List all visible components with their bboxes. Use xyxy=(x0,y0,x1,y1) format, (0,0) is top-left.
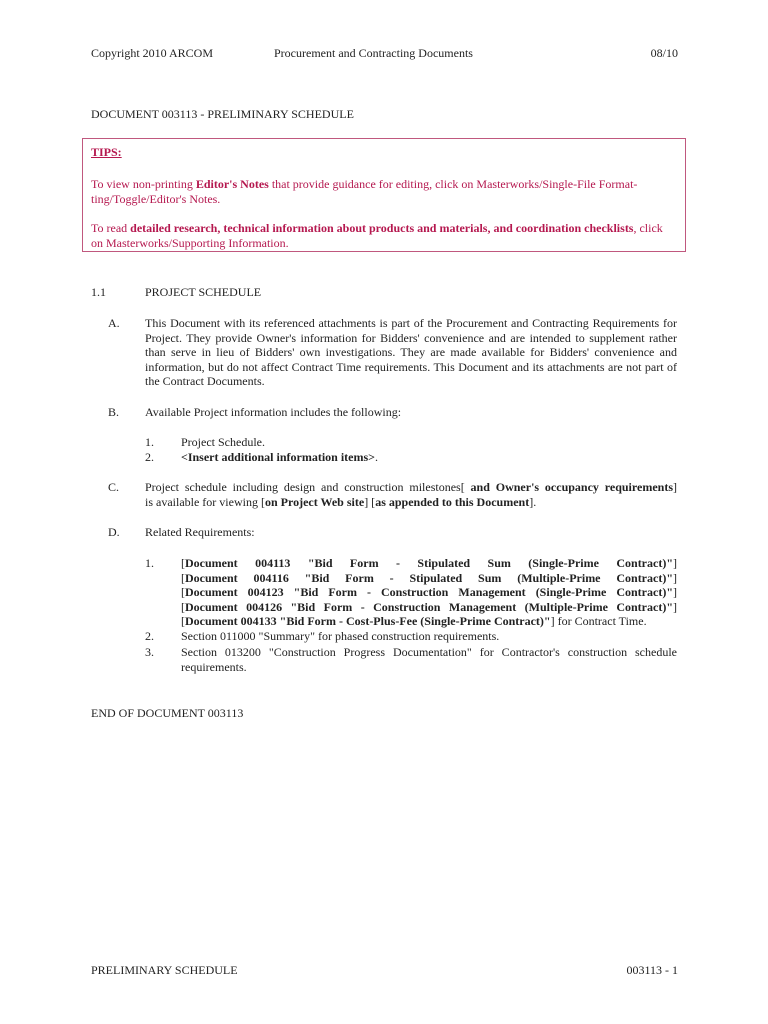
document-reference: Document 004113 "Bid Form - Stipulated Sum (Single-Prime Contract)" xyxy=(185,556,673,570)
header-title: Procurement and Contracting Documents xyxy=(274,46,473,60)
para-c-line2 xyxy=(145,495,677,510)
para-b-item1-label: 1. xyxy=(145,435,154,449)
bracket: [ xyxy=(181,614,185,628)
end-of-document: END OF DOCUMENT 003113 xyxy=(91,706,244,720)
section-title: PROJECT SCHEDULE xyxy=(145,285,262,299)
document-reference: Document 004133 "Bid Form - Cost-Plus-Fee (Single-Prime Contract)" xyxy=(185,614,551,628)
tips-p1-bold: Editor's Notes xyxy=(195,177,269,191)
bracket: [ xyxy=(181,585,185,599)
bracket-and-text: ] for Contract Time. xyxy=(550,614,647,628)
bracket: [ xyxy=(181,556,185,570)
para-c-line1 xyxy=(145,480,677,495)
tips-p1-text-end: that provide guidance for editing, click on Masterworks/Single-File Format-ting/Toggle/Editor's Notes. xyxy=(91,177,638,206)
para-c-bold2: on Project Web site xyxy=(264,495,365,509)
para-c-text3: is available for viewing [ xyxy=(145,495,265,509)
para-c-bold3: as appended to this Document xyxy=(375,495,530,509)
para-d-item3-text: Section 013200 "Construction Progress Documentation" for Contractor's construction schedule requirements. xyxy=(181,645,677,674)
para-b-item1-text: Project Schedule. xyxy=(181,435,265,449)
para-d-item3-label: 3. xyxy=(145,645,154,659)
para-d-item1-line4 xyxy=(181,600,677,615)
bracket: ] xyxy=(673,600,677,614)
bracket: ] xyxy=(673,585,677,599)
para-d-item1-line5 xyxy=(181,614,677,629)
para-c-text5: ]. xyxy=(529,495,537,509)
document-reference: Document 004116 "Bid Form - Stipulated Sum (Multiple-Prime Contract)" xyxy=(185,571,673,585)
para-d-label: D. xyxy=(108,525,120,539)
tips-p2-bold: detailed research, technical information about products and materials, and coordination checklists xyxy=(130,221,634,235)
para-a-text: This Document with its referenced attachments is part of the Procurement and Contracting Requirements for Project. They provide Owner's information for Bidders' convenience and are intended to supplement rather than serve in lieu of Bidders' own investigations. They are made available for Bidders' convenience and information, but do not affect Contract Time requirements. This Document and its attachments are not part of the Contract Documents. xyxy=(145,316,677,389)
tips-box xyxy=(82,138,686,252)
section-number: 1.1 xyxy=(91,285,106,299)
para-b-label: B. xyxy=(108,405,120,419)
tips-p1-text: To view non-printing xyxy=(91,177,196,191)
para-c-text1: Project schedule including design and construction milestones[ xyxy=(145,480,465,494)
tips-p2-text: To read xyxy=(91,221,131,235)
para-d-item2-text: Section 011000 "Summary" for phased construction requirements. xyxy=(181,629,500,643)
footer-section-name: PRELIMINARY SCHEDULE xyxy=(91,963,238,977)
tips-paragraph-editors-notes xyxy=(91,177,677,206)
bracket: [ xyxy=(181,600,185,614)
tips-paragraph-research xyxy=(91,221,677,250)
para-b-item2-bold: <Insert additional information items> xyxy=(181,450,376,464)
para-c-label: C. xyxy=(108,480,120,494)
para-c-text4: ] [ xyxy=(364,495,376,509)
document-reference: Document 004123 "Bid Form - Construction Management (Single-Prime Contract)" xyxy=(185,585,673,599)
para-b-item2-suffix: . xyxy=(375,450,379,464)
header-copyright: Copyright 2010 ARCOM xyxy=(91,46,214,60)
bracket: ] xyxy=(673,556,677,570)
bracket: [ xyxy=(181,571,185,585)
para-c-text2: ] xyxy=(673,480,677,494)
footer-page-number: 003113 - 1 xyxy=(626,963,678,977)
bracket: ] xyxy=(673,571,677,585)
para-a-label: A. xyxy=(108,316,120,330)
document-reference: Document 004126 "Bid Form - Construction Management (Multiple-Prime Contract)" xyxy=(185,600,673,614)
header-date: 08/10 xyxy=(650,46,678,60)
document-title: DOCUMENT 003113 - PRELIMINARY SCHEDULE xyxy=(91,107,354,121)
para-d-item1-line1 xyxy=(181,556,677,571)
para-b-item2-label: 2. xyxy=(145,450,154,464)
para-b-item2-text xyxy=(181,450,378,465)
para-c-bold1: and Owner's occupancy requirements xyxy=(464,480,673,494)
para-d-item1-line2 xyxy=(181,571,677,586)
para-b-text: Available Project information includes the following: xyxy=(145,405,402,419)
para-d-item1-line3 xyxy=(181,585,677,600)
para-d-item2-label: 2. xyxy=(145,629,154,643)
para-d-text: Related Requirements: xyxy=(145,525,255,539)
tips-title: TIPS: xyxy=(91,145,122,159)
tips-p2-text-end: , click on Masterworks/Supporting Information. xyxy=(91,221,663,250)
para-d-item1-label: 1. xyxy=(145,556,154,570)
